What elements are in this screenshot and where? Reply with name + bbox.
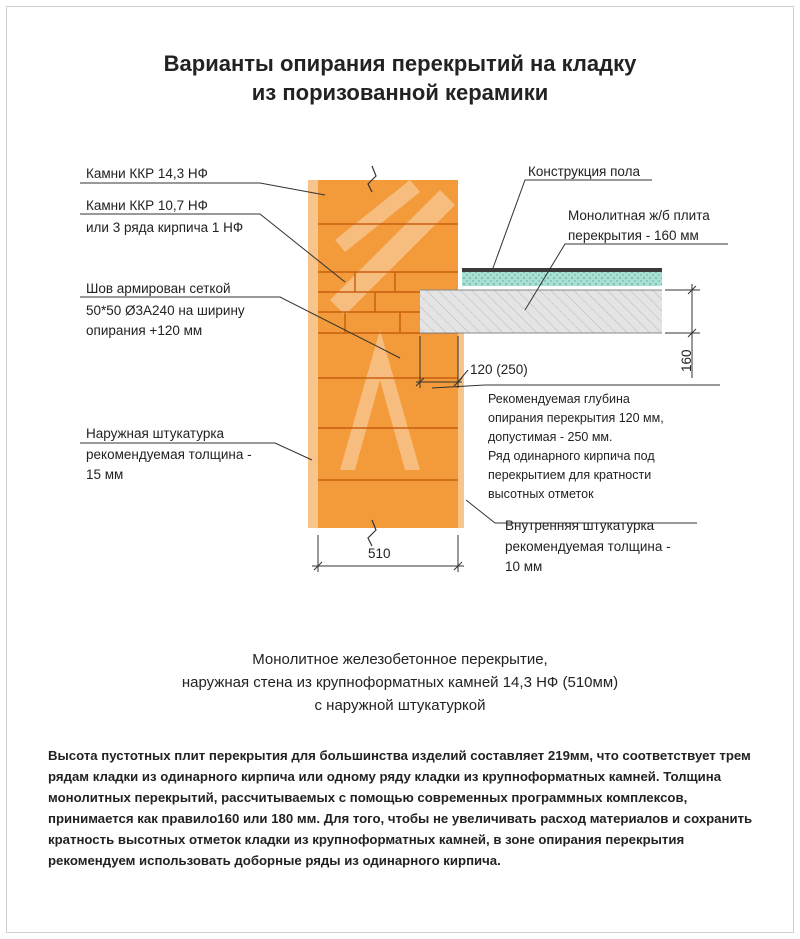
title-line-2: из поризованной керамики [251, 80, 549, 105]
label-inner-plaster-l2: рекомендуемая толщина - [505, 539, 671, 554]
title-line-1: Варианты опирания перекрытий на кладку [163, 51, 637, 76]
paragraph-line-2: рядам кладки из одинарного кирпича или одному ряду кладки из крупноформатных камней. Толщина [48, 769, 722, 784]
concrete-slab-hatch [420, 290, 662, 333]
label-depth-l4: Ряд одинарного кирпича под [488, 449, 655, 463]
paragraph-line-4: принимается как правило160 или 180 мм. Для того, чтобы не увеличивать расход материалов и сохранить [48, 811, 753, 826]
label-stones-143: Камни ККР 14,3 НФ [86, 166, 208, 181]
outer-plaster-layer [308, 180, 318, 528]
label-slab-l1: Монолитная ж/б плита [568, 208, 710, 223]
caption-line-2: наружная стена из крупноформатных камней 14,3 НФ (510мм) [181, 674, 619, 691]
label-depth-l1: Рекомендуемая глубина [488, 392, 630, 406]
label-seam-l3: опирания +120 мм [86, 323, 203, 338]
caption-line-3: с наружной штукатуркой [314, 697, 486, 714]
paragraph-line-3: монолитных перекрытий, рассчитываемых с помощью современных программных комплексов, [48, 790, 688, 805]
bearing-depth-label: 120 (250) [470, 362, 528, 377]
label-depth-l5: перекрытием для кратности [488, 468, 652, 482]
ceramic-stone-wall [318, 180, 458, 528]
label-depth-l3: допустимая - 250 мм. [488, 430, 613, 444]
label-inner-plaster-l3: 10 мм [505, 559, 543, 574]
label-depth-l2: опирания перекрытия 120 мм, [488, 411, 664, 425]
label-stones-107-l1: Камни ККР 10,7 НФ [86, 198, 208, 213]
paragraph-line-1: Высота пустотных плит перекрытия для большинства изделий составляет 219мм, что соответствует трем [48, 748, 751, 763]
label-slab-l2: перекрытия - 160 мм [568, 228, 699, 243]
caption-line-1: Монолитное железобетонное перекрытие, [252, 651, 548, 668]
label-floor-construction: Конструкция пола [528, 164, 641, 179]
label-outer-plaster-l3: 15 мм [86, 467, 124, 482]
paragraph-line-6: рекомендуем использовать доборные ряды из одинарного кирпича. [48, 853, 501, 868]
label-outer-plaster-l2: рекомендуемая толщина - [86, 447, 252, 462]
paragraph-line-5: кратность высотных отметок кладки из крупноформатных камней, в зоне опирания перекрытия [48, 832, 685, 847]
label-inner-plaster-l1: Внутренняя штукатурка [505, 518, 655, 533]
floor-finish-layer [462, 268, 662, 272]
label-seam-l1: Шов армирован сеткой [86, 281, 231, 296]
label-seam-l2: 50*50 Ø3А240 на ширину [86, 303, 245, 318]
slab-height-label: 160 [679, 349, 694, 372]
floor-screed-layer [462, 272, 662, 286]
label-outer-plaster-l1: Наружная штукатурка [86, 426, 225, 441]
inner-plaster-layer [458, 333, 464, 528]
label-depth-l6: высотных отметок [488, 487, 594, 501]
label-stones-107-l2: или 3 ряда кирпича 1 НФ [86, 220, 244, 235]
wall-width-label: 510 [368, 546, 391, 561]
